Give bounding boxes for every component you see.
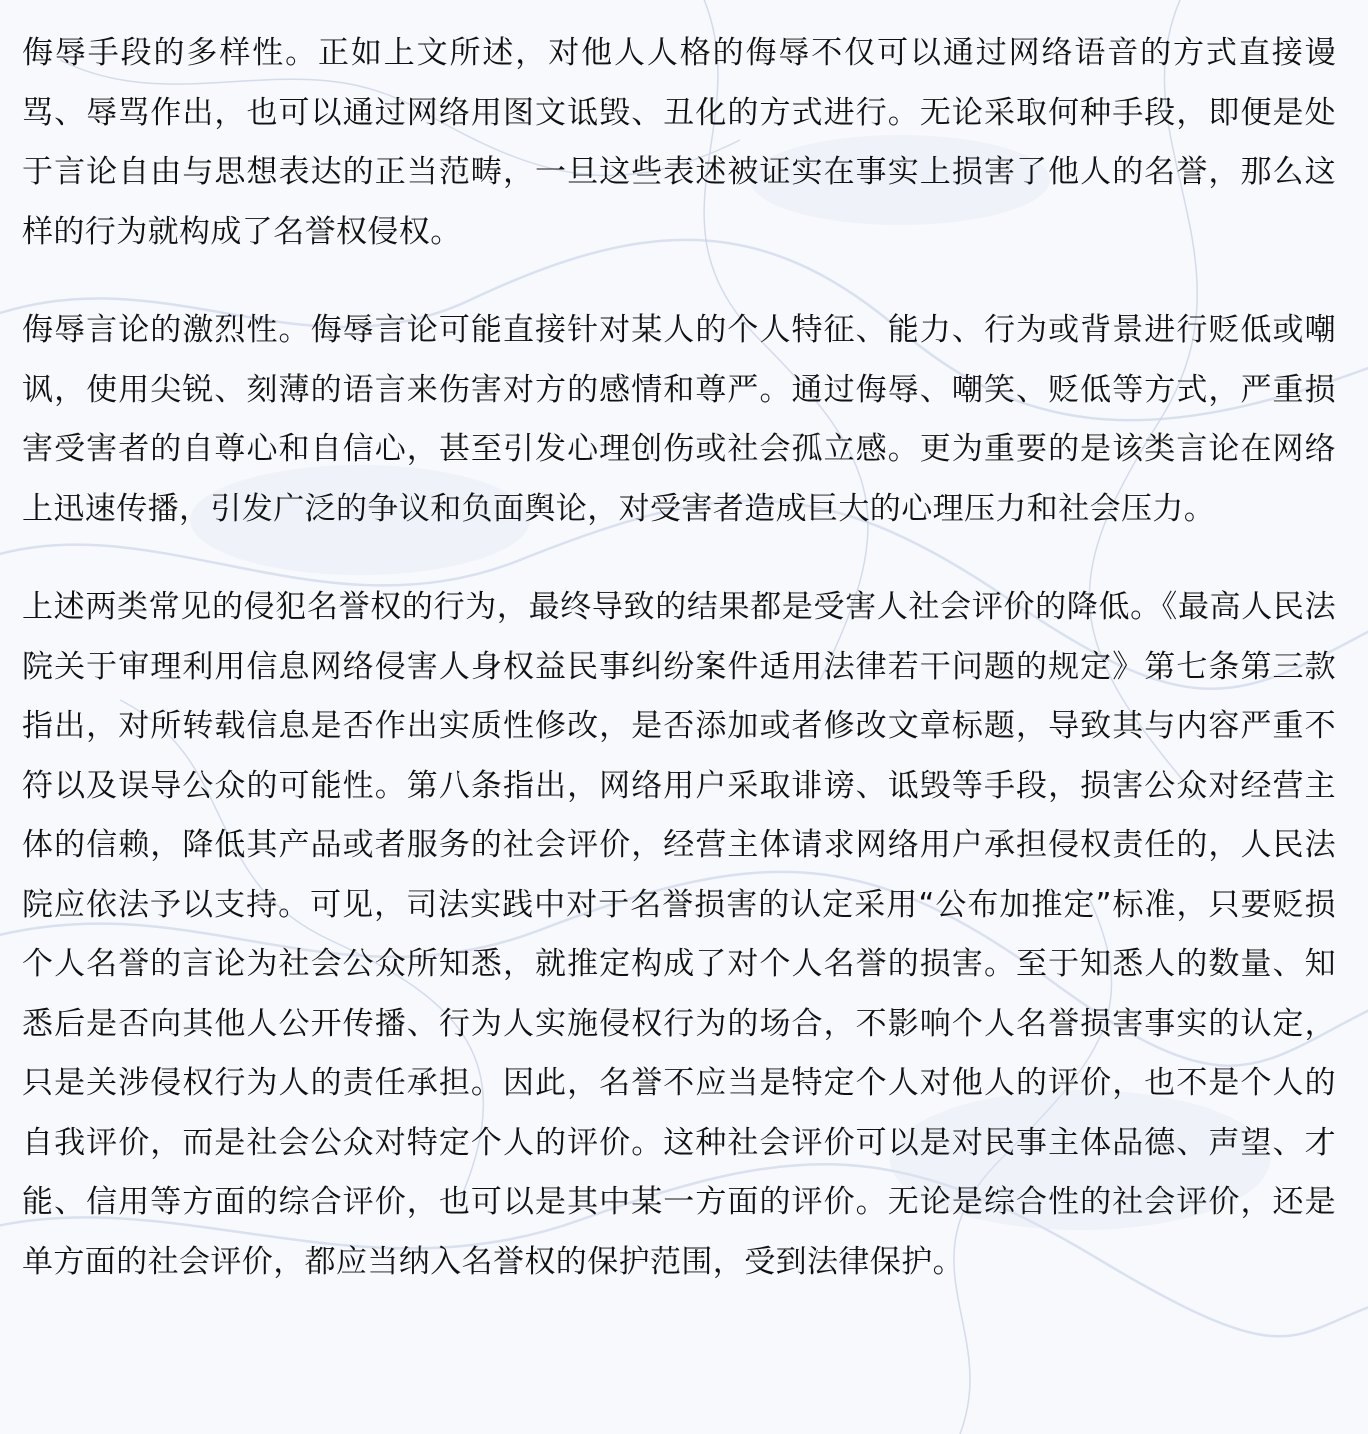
paragraph-insult-means-diversity: 侮辱手段的多样性。正如上文所述，对他人人格的侮辱不仅可以通过网络语音的方式直接谩骂、辱骂作出，也可以通过网络用图文诋毁、丑化的方式进行。无论采取何种手段，即便是处于言论自由与思想表达的正当范畴，一旦这些表述被证实在事实上损害了他人的名誉，那么这样的行为就构成了名誉权侵权。 [22, 35, 1336, 250]
paragraph-insult-speech-intensity: 侮辱言论的激烈性。侮辱言论可能直接针对某人的个人特征、能力、行为或背景进行贬低或嘲讽，使用尖锐、刻薄的语言来伤害对方的感情和尊严。通过侮辱、嘲笑、贬低等方式，严重损害受害者的自尊心和自信心，甚至引发心理创伤或社会孤立感。更为重要的是该类言论在网络上迅速传播，引发广泛的争议和负面舆论，对受害者造成巨大的心理压力和社会压力。 [22, 312, 1336, 527]
paragraph-social-evaluation-decline: 上述两类常见的侵犯名誉权的行为，最终导致的结果都是受害人社会评价的降低。《最高人民法院关于审理利用信息网络侵害人身权益民事纠纷案件适用法律若干问题的规定》第七条第三款指出，对所转载信息是否作出实质性修改，是否添加或者修改文章标题，导致其与内容严重不符以及误导公众的可能性。第八条指出，网络用户采取诽谤、诋毁等手段，损害公众对经营主体的信赖，降低其产品或者服务的社会评价，经营主体请求网络用户承担侵权责任的，人民法院应依法予以支持。可见，司法实践中对于名誉损害的认定采用“公布加推定”标准，只要贬损个人名誉的言论为社会公众所知悉，就推定构成了对个人名誉的损害。至于知悉人的数量、知悉后是否向其他人公开传播、行为人实施侵权行为的场合，不影响个人名誉损害事实的认定，只是关涉侵权行为人的责任承担。因此，名誉不应当是特定个人对他人的评价，也不是个人的自我评价，而是社会公众对特定个人的评价。这种社会评价可以是对民事主体品德、声望、才能、信用等方面的综合评价，也可以是其中某一方面的评价。无论是综合性的社会评价，还是单方面的社会评价，都应当纳入名誉权的保护范围，受到法律保护。 [22, 589, 1336, 1280]
